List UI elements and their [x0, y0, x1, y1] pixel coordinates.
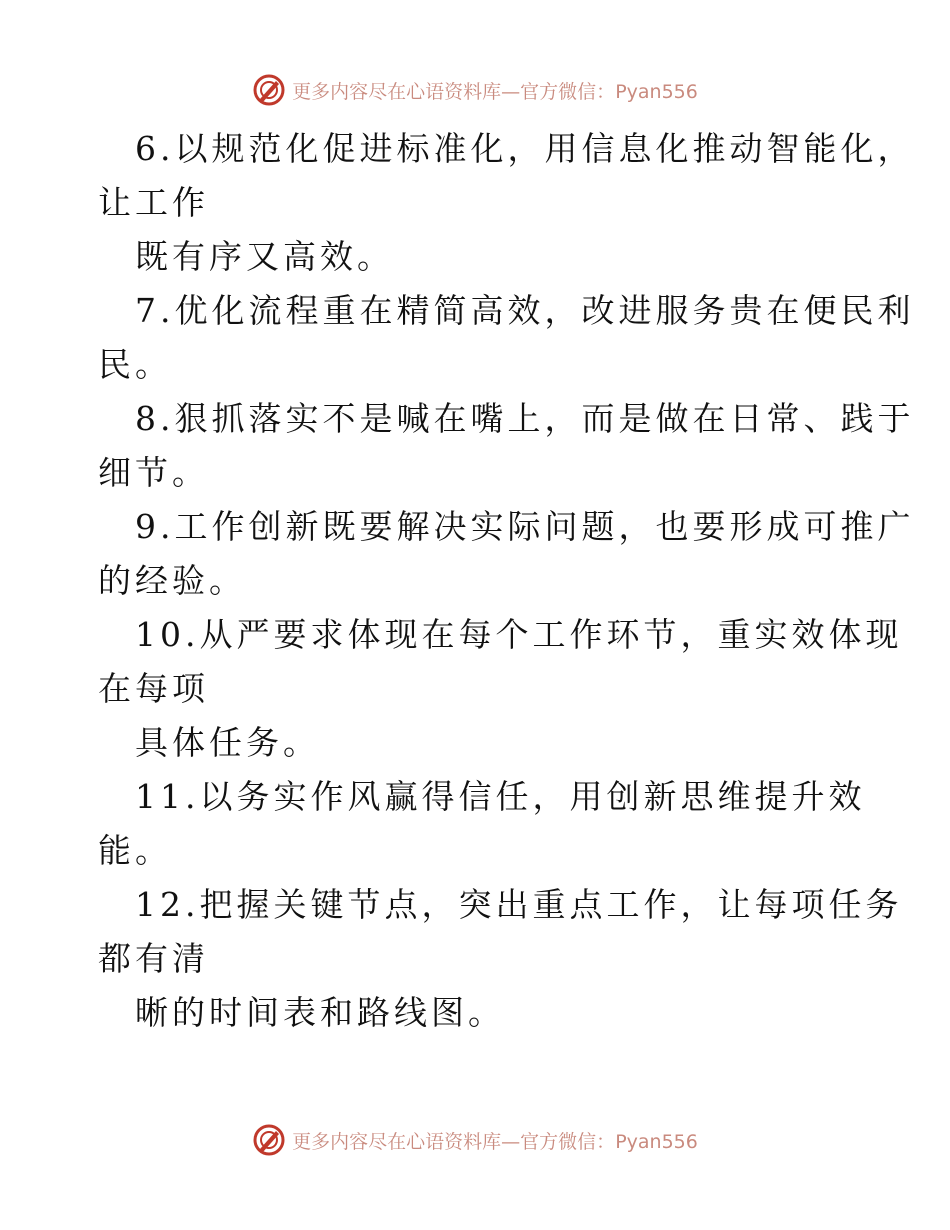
text-line: 都有清 — [98, 939, 209, 978]
brand-logo-icon — [252, 1123, 286, 1157]
text-line: 民。 — [98, 345, 172, 384]
text-line: 11.以务实作风赢得信任，用创新思维提升效 — [135, 777, 866, 816]
header-banner — [0, 70, 950, 110]
text-line: 的经验。 — [98, 561, 246, 600]
text-line: 细节。 — [98, 453, 209, 492]
text-line: 8.狠抓落实不是喊在嘴上，而是做在日常、践于 — [135, 399, 915, 438]
text-line: 在每项 — [98, 669, 209, 708]
brand-logo-icon — [252, 73, 286, 107]
footer-text: 更多内容尽在心语资料库—官方微信：Pyan556 — [292, 1130, 698, 1153]
text-line: 具体任务。 — [135, 723, 320, 762]
footer-banner — [0, 1120, 950, 1160]
document-body — [98, 122, 915, 1040]
text-line: 7.优化流程重在精简高效，改进服务贵在便民利 — [135, 291, 915, 330]
text-line: 9.工作创新既要解决实际问题，也要形成可推广 — [135, 507, 915, 546]
header-text: 更多内容尽在心语资料库—官方微信：Pyan556 — [292, 80, 698, 103]
text-line: 让工作 — [98, 183, 209, 222]
text-line: 10.从严要求体现在每个工作环节，重实效体现 — [135, 615, 903, 654]
text-line: 既有序又高效。 — [135, 237, 394, 276]
text-line: 能。 — [98, 831, 172, 870]
text-line: 12.把握关键节点，突出重点工作，让每项任务 — [135, 885, 903, 924]
text-line: 晰的时间表和路线图。 — [135, 993, 505, 1032]
text-line: 6.以规范化促进标准化，用信息化推动智能化， — [135, 129, 915, 168]
